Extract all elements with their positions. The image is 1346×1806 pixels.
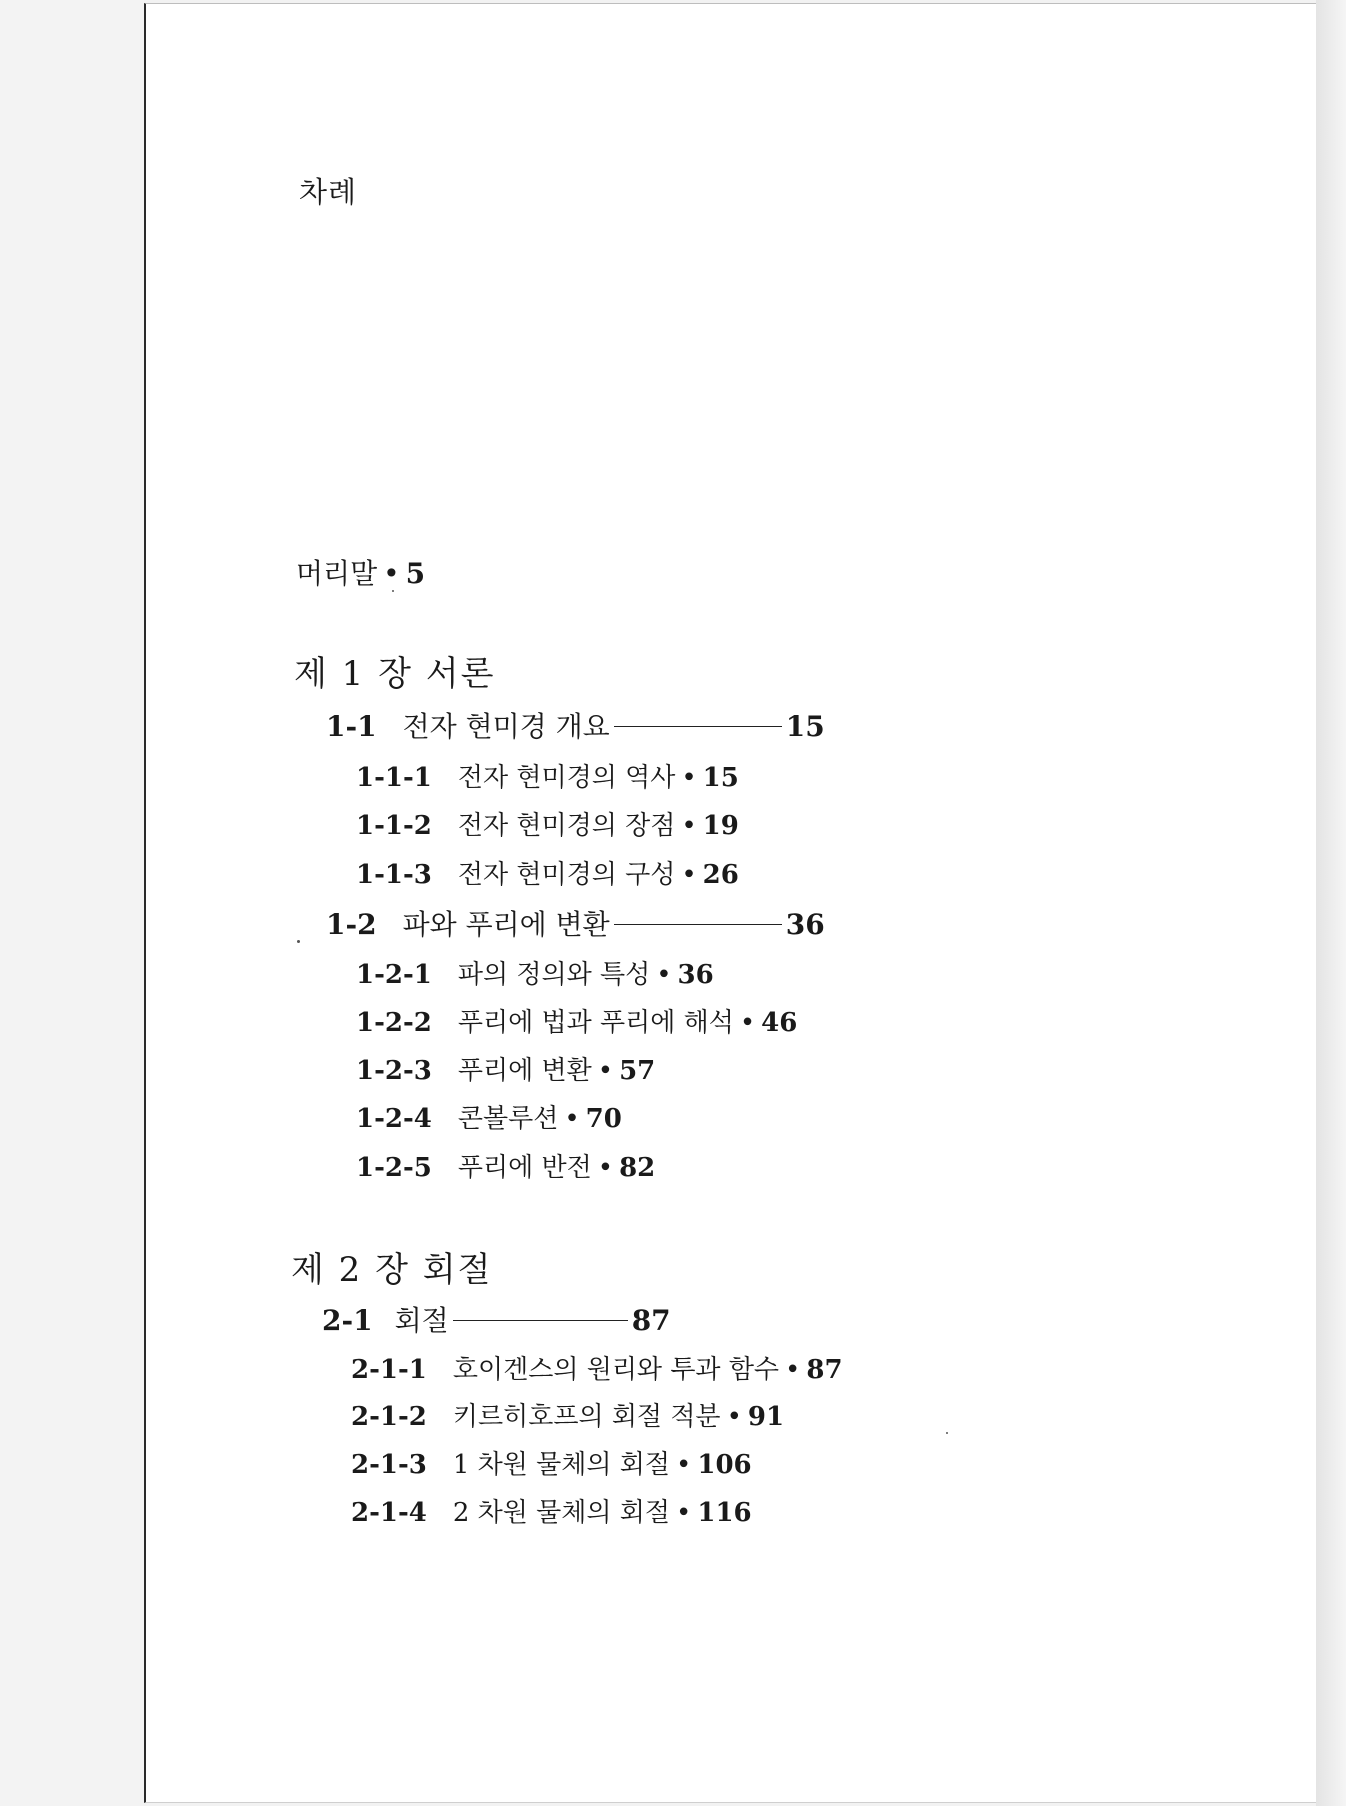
subsection-1-1-3: 1-1-3 전자 현미경의 구성 • 26 [356,860,739,890]
subsection-2-1-3: 2-1-3 1 차원 물체의 회절 • 106 [351,1450,752,1480]
subsection-label: 키르히호프의 회절 적분 [452,1402,721,1432]
subsection-label: 파의 정의와 특성 [457,960,651,990]
chapter-2-heading: 제 2 장 회절 [291,1250,493,1290]
book-page [144,3,1324,1803]
dot-leader [453,1320,628,1321]
toc-entry-preface: 머리말 • 5 [296,557,426,590]
scan-left-margin [0,0,144,1806]
subsection-label: 1 차원 물체의 회절 [452,1450,671,1480]
section-page: 15 [785,710,825,743]
dot-leader [614,726,782,727]
subsection-1-1-2: 1-1-2 전자 현미경의 장점 • 19 [356,811,739,841]
section-2-1 [322,1304,671,1337]
subsection-page: 46 [761,1008,798,1038]
scan-speck [297,940,300,943]
section-number: 1-2 [326,908,377,941]
subsection-number: 1-2-4 [356,1104,432,1134]
subsection-label: 푸리에 법과 푸리에 해석 [457,1008,734,1038]
subsection-number: 2-1-2 [351,1402,427,1432]
subsection-label: 푸리에 반전 [457,1153,592,1183]
subsection-1-2-2: 1-2-2 푸리에 법과 푸리에 해석 • 46 [356,1008,798,1038]
section-page: 87 [631,1304,671,1337]
scan-speck [946,1432,948,1434]
subsection-number: 1-1-1 [356,763,432,793]
section-number: 1-1 [326,710,377,743]
subsection-2-1-2: 2-1-2 키르히호프의 회절 적분 • 91 [351,1402,785,1432]
section-label: 파와 푸리에 변환 [402,908,610,941]
section-label: 전자 현미경 개요 [402,710,610,743]
subsection-label: 전자 현미경의 구성 [457,860,676,890]
subsection-page: 70 [585,1104,622,1134]
subsection-label: 콘볼루션 [457,1104,559,1134]
subsection-label: 전자 현미경의 역사 [457,763,676,793]
toc-title: 차례 [299,175,358,209]
subsection-number: 1-2-2 [356,1008,432,1038]
section-label: 회절 [394,1304,449,1337]
subsection-label: 호이겐스의 원리와 투과 함수 [452,1355,780,1385]
subsection-number: 2-1-4 [351,1498,427,1528]
preface-page: 5 [405,557,426,590]
subsection-2-1-1: 2-1-1 호이겐스의 원리와 투과 함수 • 87 [351,1355,843,1385]
subsection-page: 91 [747,1402,785,1432]
subsection-number: 1-1-3 [356,860,432,890]
subsection-page: 57 [619,1056,656,1086]
subsection-1-2-4: 1-2-4 콘볼루션 • 70 [356,1104,622,1134]
section-1-1 [326,710,825,743]
section-number: 2-1 [322,1304,373,1337]
subsection-label: 2 차원 물체의 회절 [452,1498,671,1528]
chapter-1-heading: 제 1 장 서론 [294,654,496,694]
subsection-1-2-5: 1-2-5 푸리에 반전 • 82 [356,1153,656,1183]
subsection-page: 116 [697,1498,752,1528]
scan-speck [392,590,394,592]
subsection-label: 푸리에 변환 [457,1056,592,1086]
subsection-page: 26 [702,860,739,890]
subsection-number: 2-1-1 [351,1355,427,1385]
preface-label: 머리말 [296,557,378,590]
page-edge-shadow [1316,0,1346,1806]
section-page: 36 [785,908,825,941]
subsection-2-1-4: 2-1-4 2 차원 물체의 회절 • 116 [351,1498,752,1528]
subsection-page: 19 [702,811,739,841]
subsection-page: 36 [677,960,714,990]
subsection-page: 15 [702,763,739,793]
subsection-1-2-1: 1-2-1 파의 정의와 특성 • 36 [356,960,714,990]
subsection-page: 82 [619,1153,656,1183]
subsection-1-2-3: 1-2-3 푸리에 변환 • 57 [356,1056,656,1086]
subsection-page: 87 [806,1355,843,1385]
subsection-page: 106 [697,1450,752,1480]
dot-leader [614,924,782,925]
subsection-number: 1-1-2 [356,811,432,841]
subsection-1-1-1: 1-1-1 전자 현미경의 역사 • 15 [356,763,739,793]
subsection-number: 1-2-1 [356,960,432,990]
section-1-2 [326,908,825,941]
subsection-number: 1-2-3 [356,1056,432,1086]
subsection-number: 1-2-5 [356,1153,432,1183]
subsection-number: 2-1-3 [351,1450,427,1480]
subsection-label: 전자 현미경의 장점 [457,811,676,841]
